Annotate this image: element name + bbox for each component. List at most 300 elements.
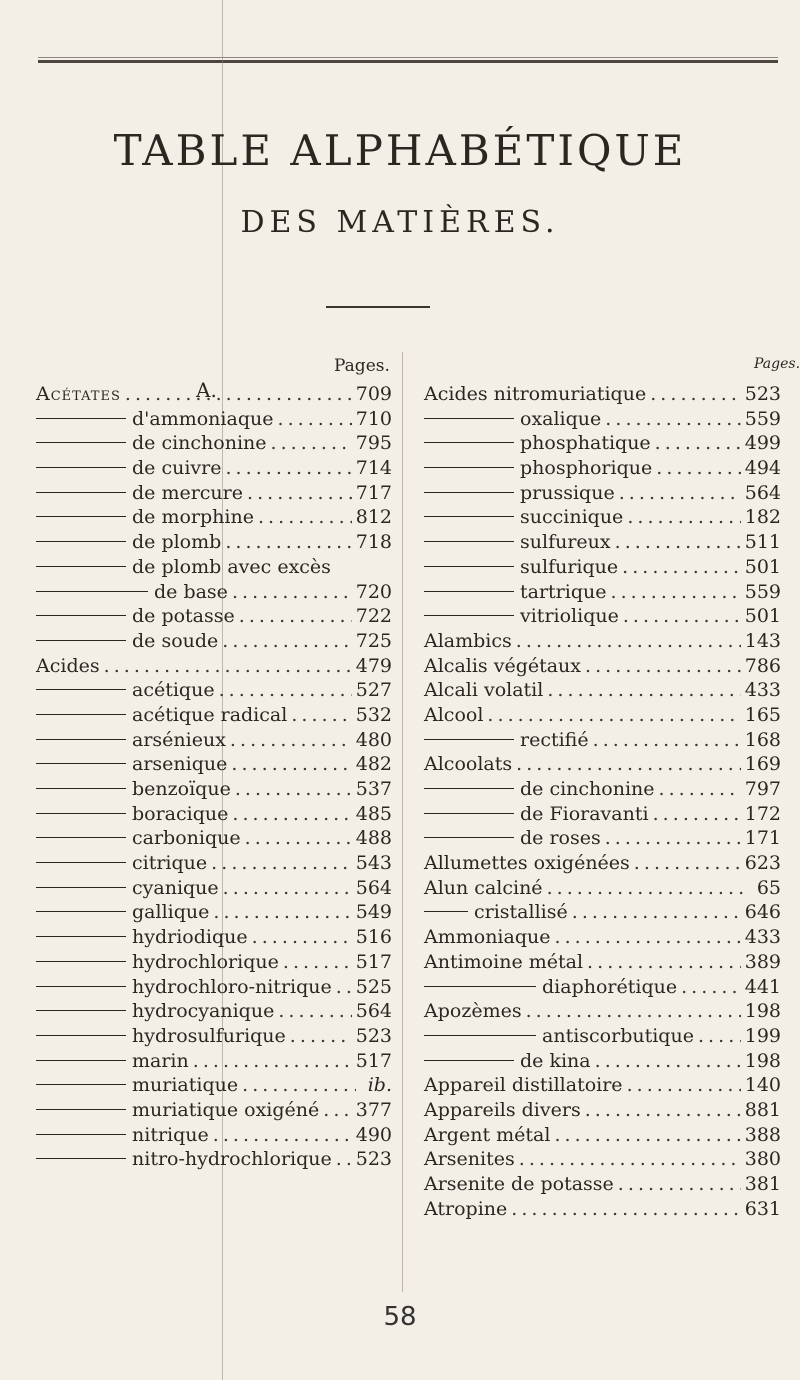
entry-page: 199 (744, 1024, 781, 1047)
entry-label: nitrique (132, 1123, 209, 1146)
entry-page: 380 (744, 1148, 781, 1171)
entry-label: Arsenite de potasse (424, 1173, 614, 1195)
entry-page: 488 (355, 827, 392, 850)
leader-dots (656, 456, 741, 481)
entry-page: 494 (744, 457, 781, 480)
entry-page: 631 (744, 1197, 781, 1220)
leader-dots (585, 654, 741, 679)
entry-label: hydriodique (132, 926, 248, 949)
index-entry (36, 1073, 392, 1098)
index-entry (36, 752, 392, 777)
leader-dots (623, 604, 741, 629)
index-entry (424, 925, 781, 950)
top-rule-thin (38, 57, 778, 58)
entry-label: de roses (520, 827, 601, 850)
entry-label: tartrique (520, 580, 607, 603)
entry-page: 523 (355, 1024, 392, 1047)
column-divider (402, 352, 403, 1292)
index-entry (424, 1123, 781, 1148)
index-entry (424, 975, 781, 1000)
entry-label: muriatique (132, 1074, 239, 1097)
ditto-dash (36, 813, 126, 814)
index-entry (36, 654, 392, 679)
ditto-dash (424, 418, 514, 419)
entry-page: 564 (744, 481, 781, 504)
entry-page: 140 (744, 1074, 781, 1097)
index-entry (36, 1049, 392, 1074)
index-entry (36, 777, 392, 802)
index-column-left (36, 382, 392, 1172)
index-entry (424, 900, 781, 925)
index-entry (424, 1049, 781, 1074)
ditto-dash (36, 566, 126, 567)
ditto-dash (36, 640, 126, 641)
ditto-dash (424, 911, 468, 912)
page-number: 58 (383, 1302, 417, 1332)
index-entry (424, 580, 781, 605)
index-entry (36, 604, 392, 629)
entry-label: de cuivre (132, 457, 222, 480)
entry-label: de Fioravanti (520, 802, 649, 825)
index-entry (424, 629, 781, 654)
ditto-dash (424, 566, 514, 567)
leader-dots (104, 654, 352, 679)
index-entry (36, 629, 392, 654)
entry-page: 168 (744, 728, 781, 751)
ditto-dash (36, 763, 126, 764)
index-entry (36, 1123, 392, 1148)
ditto-dash (424, 986, 536, 987)
leader-dots (572, 900, 741, 925)
leader-dots (554, 1123, 740, 1148)
entry-label: de plomb (132, 531, 222, 554)
section-letter: A. (196, 378, 217, 402)
entry-page: 511 (744, 531, 781, 554)
entry-page: 171 (744, 827, 781, 850)
entry-page: 537 (355, 778, 392, 800)
ditto-dash (424, 1060, 514, 1061)
entry-page: 795 (355, 432, 392, 455)
page-subtitle: DES MATIÈRES. (240, 205, 560, 240)
leader-dots (622, 555, 741, 580)
leader-dots (615, 530, 741, 555)
entry-label: Ammoniaque (424, 926, 551, 949)
index-entry (36, 481, 392, 506)
ditto-dash (36, 516, 126, 517)
leader-dots (245, 826, 352, 851)
ditto-dash (36, 1158, 126, 1159)
leader-dots (125, 382, 352, 407)
leader-dots (258, 505, 352, 530)
index-entry (424, 851, 781, 876)
entry-label: Alun calciné (424, 876, 543, 899)
entry-label: Alambics (424, 629, 512, 652)
entry-page: 786 (744, 654, 781, 677)
index-entry (424, 604, 781, 629)
entry-page: 722 (355, 605, 392, 628)
index-entry (36, 826, 392, 851)
ditto-dash (36, 467, 126, 468)
entry-page: 433 (744, 679, 781, 702)
leader-dots (225, 456, 351, 481)
entry-page: 564 (355, 1000, 392, 1023)
entry-label: prussique (520, 481, 615, 504)
index-entry (424, 703, 781, 728)
index-entry (36, 382, 392, 407)
entry-page: 389 (744, 950, 781, 973)
index-entry (424, 678, 781, 703)
entry-page: 525 (355, 975, 392, 998)
leader-dots (235, 777, 352, 802)
entry-label: gallique (132, 901, 210, 924)
index-entry (424, 382, 781, 407)
leader-dots (247, 481, 352, 506)
index-entry (36, 900, 392, 925)
ditto-dash (424, 813, 514, 814)
entry-page: 549 (355, 901, 392, 924)
entry-label: Alcoolats (424, 753, 513, 776)
ditto-dash (36, 788, 126, 789)
leader-dots (650, 382, 741, 407)
index-entry (424, 950, 781, 975)
ditto-dash (36, 492, 126, 493)
entry-label: Antimoine métal (424, 950, 584, 973)
index-entry (424, 654, 781, 679)
entry-label: Allumettes oxigénées (424, 852, 630, 875)
ditto-dash (424, 516, 514, 517)
leader-dots (225, 530, 351, 555)
entry-label: acétique (132, 679, 215, 702)
entry-label: vitriolique (520, 605, 619, 628)
leader-dots (698, 1024, 741, 1049)
entry-label: antiscorbutique (542, 1024, 694, 1047)
leader-dots (223, 876, 352, 901)
entry-page: 646 (744, 901, 781, 924)
index-entry (424, 1098, 781, 1123)
index-entry (36, 407, 392, 432)
ditto-dash (424, 541, 514, 542)
index-entry (36, 703, 392, 728)
entry-page: 490 (355, 1123, 392, 1146)
leader-dots (323, 1098, 351, 1123)
entry-page: 499 (744, 432, 781, 455)
leader-dots (230, 728, 352, 753)
index-entry (424, 999, 781, 1024)
ditto-dash (36, 887, 126, 888)
index-entry (36, 678, 392, 703)
entry-page: ib. (367, 1074, 392, 1097)
index-entry (424, 777, 781, 802)
entry-page: 710 (355, 407, 392, 430)
index-entry (424, 728, 781, 753)
ditto-dash (36, 418, 126, 419)
leader-dots (595, 1049, 741, 1074)
entry-page: 559 (744, 407, 781, 430)
index-entry (36, 851, 392, 876)
entry-page: 482 (355, 753, 392, 776)
entry-label: hydrochloro-nitrique (132, 975, 332, 998)
entry-page: 441 (744, 975, 781, 998)
leader-dots (511, 1197, 740, 1222)
index-entry (424, 826, 781, 851)
entry-page: 725 (355, 629, 392, 652)
entry-label: de soude (132, 629, 219, 652)
ditto-dash (36, 1010, 126, 1011)
index-entry (36, 456, 392, 481)
ditto-dash (36, 714, 126, 715)
entry-label: Argent métal (424, 1123, 551, 1146)
entry-page: 543 (355, 852, 392, 875)
ditto-dash (424, 591, 514, 592)
entry-page: 479 (355, 654, 392, 677)
entry-label: de plomb avec excès (132, 555, 331, 578)
index-column-right (424, 382, 781, 1221)
entry-label: hydrosulfurique (132, 1024, 286, 1047)
leader-dots (231, 752, 351, 777)
entry-page: 172 (744, 802, 781, 825)
ditto-dash (424, 467, 514, 468)
ditto-dash (424, 492, 514, 493)
index-entry (36, 728, 392, 753)
leader-dots (211, 851, 352, 876)
entry-page: 198 (744, 1000, 781, 1023)
index-entry (36, 1098, 392, 1123)
entry-label: acétique radical (132, 703, 288, 726)
leader-dots (653, 802, 741, 827)
ditto-dash (36, 1035, 126, 1036)
leader-dots (232, 580, 352, 605)
top-rule (38, 60, 778, 63)
leader-dots (627, 1073, 741, 1098)
entry-page: 720 (355, 580, 392, 603)
ditto-dash (36, 442, 126, 443)
index-entry (424, 1197, 781, 1222)
entry-label: diaphorétique (542, 975, 678, 998)
leader-dots (213, 1123, 352, 1148)
ditto-dash (36, 837, 126, 838)
entry-label: de kina (520, 1049, 591, 1072)
leader-dots (519, 1147, 741, 1172)
entry-label: Appareils divers (424, 1098, 581, 1121)
entry-page: 377 (355, 1098, 392, 1121)
leader-dots (585, 1098, 741, 1123)
entry-label: sulfureux (520, 531, 611, 554)
ditto-dash (36, 615, 126, 616)
pages-header-left: Pages. (334, 356, 390, 376)
entry-label: oxalique (520, 407, 602, 430)
leader-dots (587, 950, 741, 975)
entry-page: 881 (744, 1098, 781, 1121)
entry-label: arsenique (132, 753, 228, 776)
entry-label: benzoïque (132, 778, 231, 800)
ditto-dash (424, 615, 514, 616)
leader-dots (222, 629, 351, 654)
index-entry (36, 876, 392, 901)
entry-page: 523 (355, 1148, 392, 1171)
entry-page: 485 (355, 802, 392, 825)
entry-label: hydrochlorique (132, 950, 279, 973)
ditto-dash (36, 1134, 126, 1135)
leader-dots (516, 752, 741, 777)
index-entry (424, 530, 781, 555)
ditto-dash (424, 739, 514, 740)
leader-dots (193, 1049, 352, 1074)
ditto-dash (36, 986, 126, 987)
leader-dots (487, 703, 740, 728)
leader-dots (593, 728, 741, 753)
ditto-dash (36, 862, 126, 863)
ditto-dash (36, 739, 126, 740)
entry-page: 501 (744, 605, 781, 628)
leader-dots (526, 999, 741, 1024)
index-entry (36, 999, 392, 1024)
index-entry (36, 431, 392, 456)
ditto-dash (36, 936, 126, 937)
entry-label: d'ammoniaque (132, 407, 274, 430)
leader-dots (605, 826, 741, 851)
entry-label: Alcool (424, 703, 484, 726)
leader-dots (242, 1073, 356, 1098)
ditto-dash (36, 961, 126, 962)
leader-dots (219, 678, 352, 703)
index-entry (424, 407, 781, 432)
leader-dots (554, 925, 740, 950)
ditto-dash (36, 689, 126, 690)
index-entry (36, 555, 392, 580)
ditto-dash (424, 1035, 536, 1036)
entry-label: nitro-hydrochlorique (132, 1148, 332, 1171)
index-entry (36, 950, 392, 975)
index-entry (36, 1024, 392, 1049)
index-entry (424, 876, 781, 901)
entry-label: Apozèmes (424, 1000, 522, 1023)
entry-label: de mercure (132, 481, 243, 504)
leader-dots (605, 407, 740, 432)
index-entry (424, 456, 781, 481)
entry-label: arsénieux (132, 728, 226, 751)
entry-page: 182 (744, 506, 781, 529)
entry-page: 388 (744, 1123, 781, 1146)
index-entry (424, 752, 781, 777)
entry-page: 709 (355, 383, 392, 405)
title-rule (326, 306, 430, 308)
ditto-dash (424, 442, 514, 443)
leader-dots (239, 604, 352, 629)
leader-dots (634, 851, 741, 876)
entry-label: Appareil distillatoire (424, 1074, 623, 1097)
index-entry (36, 580, 392, 605)
entry-label: Acides (36, 654, 100, 677)
entry-label: Acétates (36, 383, 121, 405)
index-entry (424, 1073, 781, 1098)
leader-dots (655, 431, 741, 456)
leader-dots (232, 802, 351, 827)
entry-page: 714 (355, 457, 392, 480)
leader-dots (618, 1172, 741, 1197)
entry-label: cristallisé (474, 901, 568, 924)
entry-label: rectifié (520, 728, 589, 751)
entry-page: 517 (355, 1049, 392, 1072)
entry-page: 717 (355, 481, 392, 504)
entry-label: Acides nitromuriatique (424, 383, 647, 405)
entry-label: Alcalis végétaux (424, 654, 582, 677)
entry-label: muriatique oxigéné (132, 1098, 320, 1121)
index-entry (424, 555, 781, 580)
leader-dots (291, 703, 351, 728)
entry-label: de cinchonine (520, 778, 655, 800)
entry-page: 718 (355, 531, 392, 554)
entry-page: 559 (744, 580, 781, 603)
leader-dots (336, 975, 352, 1000)
entry-page: 143 (744, 629, 781, 652)
entry-label: marin (132, 1049, 189, 1072)
entry-label: Atropine (424, 1197, 508, 1220)
entry-page: 165 (744, 703, 781, 726)
index-entry (36, 925, 392, 950)
entry-label: Arsenites (424, 1148, 515, 1171)
leader-dots (547, 876, 745, 901)
entry-page: 516 (355, 926, 392, 949)
entry-label: phosphatique (520, 432, 651, 455)
index-entry (424, 505, 781, 530)
ditto-dash (36, 911, 126, 912)
leader-dots (252, 925, 352, 950)
index-entry (36, 1147, 392, 1172)
entry-label: Alcali volatil (424, 679, 544, 702)
leader-dots (277, 407, 351, 432)
ditto-dash (36, 1060, 126, 1061)
entry-page: 623 (744, 852, 781, 875)
entry-page: 564 (355, 876, 392, 899)
entry-label: sulfurique (520, 555, 619, 578)
entry-label: citrique (132, 852, 208, 875)
entry-page: 480 (355, 728, 392, 751)
entry-page: 65 (756, 876, 781, 899)
leader-dots (547, 678, 740, 703)
ditto-dash (36, 591, 148, 592)
pages-header-right: Pages. (754, 356, 800, 372)
entry-page: 523 (744, 383, 781, 405)
leader-dots (681, 975, 741, 1000)
entry-label: cyanique (132, 876, 219, 899)
index-entry (424, 1024, 781, 1049)
page-title: TABLE ALPHABÉTIQUE (113, 126, 687, 175)
index-entry (424, 1172, 781, 1197)
entry-label: boracique (132, 802, 229, 825)
entry-label: de cinchonine (132, 432, 267, 455)
entry-label: de base (154, 580, 228, 603)
leader-dots (659, 777, 741, 802)
index-entry (36, 505, 392, 530)
leader-dots (271, 431, 352, 456)
entry-label: de potasse (132, 605, 235, 628)
leader-dots (516, 629, 741, 654)
entry-label: de morphine (132, 506, 254, 529)
leader-dots (278, 999, 351, 1024)
entry-page: 433 (744, 926, 781, 949)
ditto-dash (36, 1084, 126, 1085)
index-entry (424, 802, 781, 827)
leader-dots (336, 1147, 352, 1172)
index-entry (424, 431, 781, 456)
leader-dots (290, 1024, 352, 1049)
ditto-dash (424, 837, 514, 838)
leader-dots (213, 900, 351, 925)
index-entry (36, 975, 392, 1000)
entry-label: succinique (520, 506, 624, 529)
index-entry (36, 802, 392, 827)
entry-page: 381 (744, 1173, 781, 1195)
